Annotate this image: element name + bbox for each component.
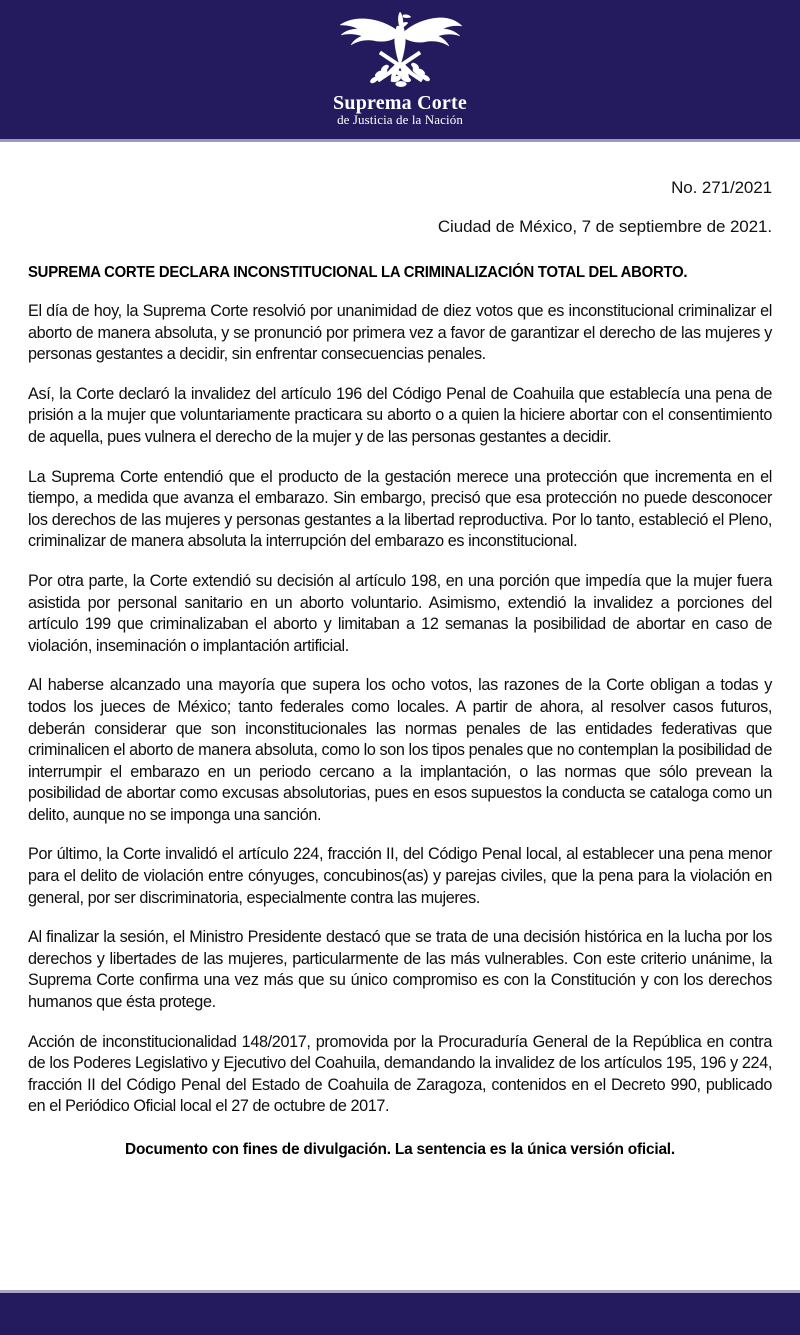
- institution-logo: [0, 8, 800, 128]
- paragraph: Así, la Corte declaró la invalidez del artículo 196 del Código Penal de Coahuila que establecía una pena de prisión a la mujer que voluntariamente practicara su aborto o a quien la hiciere abortar con el consentimiento de aquella, pues vulnera el derecho de la mujer y de las personas gestantes a decidir.: [28, 384, 772, 446]
- logo-title: Suprema Corte: [333, 92, 467, 114]
- paragraph: Al finalizar la sesión, el Ministro Presidente destacó que se trata de una decisión histórica en la lucha por los derechos y libertades de las mujeres, particularmente de las más vulnerables. Con este criterio unánime, la Suprema Corte confirma una vez más que su único compromiso es con la Constitución y con los derechos humanos que ésta protege.: [28, 928, 772, 1012]
- document-place-date: Ciudad de México, 7 de septiembre de 2021.: [437, 217, 772, 236]
- footer-banner: [0, 1293, 800, 1335]
- document-body: [0, 142, 800, 1159]
- document-number: No. 271/2021: [671, 178, 772, 197]
- header-banner: [0, 0, 800, 139]
- mexican-eagle-icon: [335, 8, 465, 92]
- page-title: SUPREMA CORTE DECLARA INCONSTITUCIONAL LA CRIMINALIZACIÓN TOTAL DEL ABORTO.: [28, 264, 688, 281]
- press-release-text: [28, 301, 772, 1118]
- disclaimer-note: Documento con fines de divulgación. La sentencia es la única versión oficial.: [125, 1141, 675, 1158]
- paragraph: Al haberse alcanzado una mayoría que supera los ocho votos, las razones de la Corte obligan a todas y todos los jueces de México; tanto federales como locales. A partir de ahora, al resolver casos futuros, deberán considerar que son inconstitucionales las normas penales de las entidades federativas que criminalicen el aborto de manera absoluta, como lo son los tipos penales que no contemplan la posibilidad de interrumpir el embarazo en un periodo cercano a la implantación, o las normas que sólo prevean la posibilidad de abortar como excusas absolutorias, pues en esos supuestos la conducta se cataloga como un delito, aunque no se imponga una sanción.: [28, 676, 772, 824]
- paragraph: Por último, la Corte invalidó el artículo 224, fracción II, del Código Penal local, al establecer una pena menor para el delito de violación entre cónyuges, concubinos(as) y parejas civiles, que la pena para la violación en general, por ser discriminatoria, especialmente contra las mujeres.: [28, 845, 772, 907]
- logo-subtitle: de Justicia de la Nación: [337, 112, 463, 128]
- paragraph: La Suprema Corte entendió que el producto de la gestación merece una protección que incrementa en el tiempo, a medida que avanza el embarazo. Sin embargo, precisó que esa protección no puede desconocer los derechos de las mujeres y personas gestantes a la libertad reproductiva. Por lo tanto, estableció el Pleno, criminalizar de manera absoluta la interrupción del embarazo es inconstitucional.: [28, 467, 772, 551]
- paragraph: Acción de inconstitucionalidad 148/2017, promovida por la Procuraduría General de la República en contra de los Poderes Legislativo y Ejecutivo del Coahuila, demandando la invalidez de los artículos 195, 196 y 224, fracción II del Código Penal del Estado de Coahuila de Zaragoza, contenidos en el Decreto 990, publicado en el Periódico Oficial local el 27 de octubre de 2017.: [28, 1032, 772, 1116]
- paragraph: El día de hoy, la Suprema Corte resolvió por unanimidad de diez votos que es inconstitucional criminalizar el aborto de manera absoluta, y se pronunció por primera vez a favor de garantizar el derecho de las mujeres y personas gestantes a decidir, sin enfrentar consecuencias penales.: [28, 302, 772, 364]
- paragraph: Por otra parte, la Corte extendió su decisión al artículo 198, en una porción que impedía que la mujer fuera asistida por personal sanitario en un aborto voluntario. Asimismo, extendió la invalidez a porciones del artículo 199 que criminalizaban el aborto y limitaban a 12 semanas la posibilidad de abortar en caso de violación, inseminación o implantación artificial.: [28, 571, 772, 655]
